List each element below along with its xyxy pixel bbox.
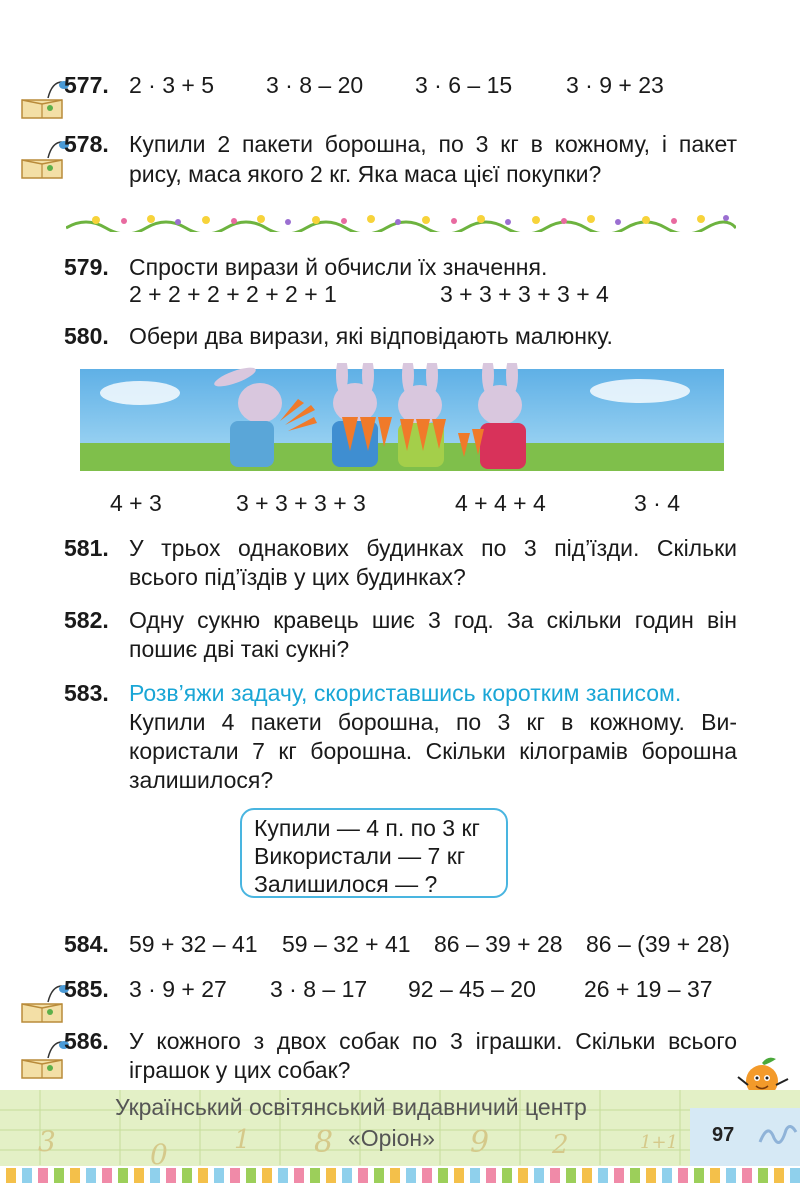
expression: 3 · 9 + 27 bbox=[129, 976, 227, 1002]
problem-text-line: Купили 2 пакети борошна, по 3 кг в кожному, і пакет bbox=[129, 131, 737, 157]
problem-text-line: іграшок у цих собак? bbox=[129, 1057, 351, 1083]
expression: 3 + 3 + 3 + 3 + 4 bbox=[440, 281, 609, 307]
answer-option: 3 + 3 + 3 + 3 bbox=[236, 490, 366, 516]
problem-text-line: пошиє дві такі сукні? bbox=[129, 636, 350, 662]
expression: 86 – (39 + 28) bbox=[586, 931, 730, 957]
answer-option: 4 + 3 bbox=[110, 490, 162, 516]
exercise-584-number: 584. bbox=[64, 931, 109, 957]
short-note-line: Купили — 4 п. по 3 кг bbox=[254, 815, 480, 841]
instruction-text: Розв’яжи задачу, скориставшись коротким записом. bbox=[129, 680, 682, 706]
footer-decor-digit: 9 bbox=[470, 1125, 490, 1160]
exercise-579-number: 579. bbox=[64, 254, 109, 280]
swirl-decoration-icon bbox=[758, 1120, 798, 1155]
problem-text-line: Спрости вирази й обчисли їх значення. bbox=[129, 254, 548, 280]
expression: 92 – 45 – 20 bbox=[408, 976, 536, 1002]
expression: 3 · 6 – 15 bbox=[415, 72, 513, 98]
book-lamp-icon bbox=[18, 76, 70, 122]
short-note-box bbox=[240, 808, 508, 898]
page-number: 97 bbox=[712, 1124, 735, 1146]
short-note-line: Залишилося — ? bbox=[254, 871, 438, 897]
problem-text-line: залишилося? bbox=[129, 767, 274, 793]
problem-text-line: У трьох однакових будинках по 3 під’їзди. Скільки bbox=[129, 535, 737, 561]
exercise-578-number: 578. bbox=[64, 131, 109, 157]
expression: 2 · 3 + 5 bbox=[129, 72, 215, 98]
answer-option: 3 · 4 bbox=[634, 490, 681, 516]
publisher-brand: «Оріон» bbox=[348, 1125, 435, 1151]
footer-decor-digit: 0 bbox=[150, 1138, 168, 1171]
book-lamp-icon bbox=[18, 136, 70, 182]
expression: 86 – 39 + 28 bbox=[434, 931, 563, 957]
answer-option: 4 + 4 + 4 bbox=[455, 490, 546, 516]
exercise-583-number: 583. bbox=[64, 680, 109, 706]
footer-decor-digit: 8 bbox=[314, 1125, 334, 1160]
exercise-577-number: 577. bbox=[64, 72, 109, 98]
footer-decor-digit: 2 bbox=[552, 1130, 569, 1160]
expression: 59 – 32 + 41 bbox=[282, 931, 411, 957]
expression: 3 · 8 – 20 bbox=[266, 72, 364, 98]
footer-decor-digit: 3 bbox=[38, 1125, 56, 1158]
short-note-line: Використали — 7 кг bbox=[254, 843, 466, 869]
book-lamp-icon bbox=[18, 980, 70, 1026]
exercise-582-number: 582. bbox=[64, 607, 109, 633]
bunnies-illustration bbox=[80, 363, 724, 476]
exercise-586-number: 586. bbox=[64, 1028, 109, 1054]
exercise-581-number: 581. bbox=[64, 535, 109, 561]
expression: 2 + 2 + 2 + 2 + 2 + 1 bbox=[129, 281, 337, 307]
exercise-580-number: 580. bbox=[64, 323, 109, 349]
problem-text-line: У кожного з двох собак по 3 іграшки. Скільки всього bbox=[129, 1028, 737, 1054]
problem-text-line: всього під’їздів у цих будинках? bbox=[129, 564, 466, 590]
expression: 3 · 8 – 17 bbox=[270, 976, 368, 1002]
book-lamp-icon bbox=[18, 1036, 70, 1082]
problem-text-line: Обери два вирази, які відповідають малюнку. bbox=[129, 323, 613, 349]
problem-text-line: користали 7 кг борошна. Скільки кілограмів борошна bbox=[129, 738, 737, 764]
expression: 26 + 19 – 37 bbox=[584, 976, 713, 1002]
flower-border-decoration bbox=[66, 208, 736, 237]
problem-text-line: рису, маса якого 2 кг. Яка маса цієї покупки? bbox=[129, 161, 602, 187]
problem-text-line: Одну сукню кравець шиє 3 год. За скільки годин він bbox=[129, 607, 737, 633]
footer-decor-digit: 1 bbox=[234, 1125, 251, 1155]
problem-text-line: Купили 4 пакети борошна, по 3 кг в кожному. Ви- bbox=[129, 709, 737, 735]
publisher-name: Український освітянський видавничий центр bbox=[115, 1094, 587, 1120]
expression: 3 · 9 + 23 bbox=[566, 72, 664, 98]
expression: 59 + 32 – 41 bbox=[129, 931, 258, 957]
exercise-585-number: 585. bbox=[64, 976, 109, 1002]
footer-decor-digit: 1+1 bbox=[640, 1132, 678, 1153]
